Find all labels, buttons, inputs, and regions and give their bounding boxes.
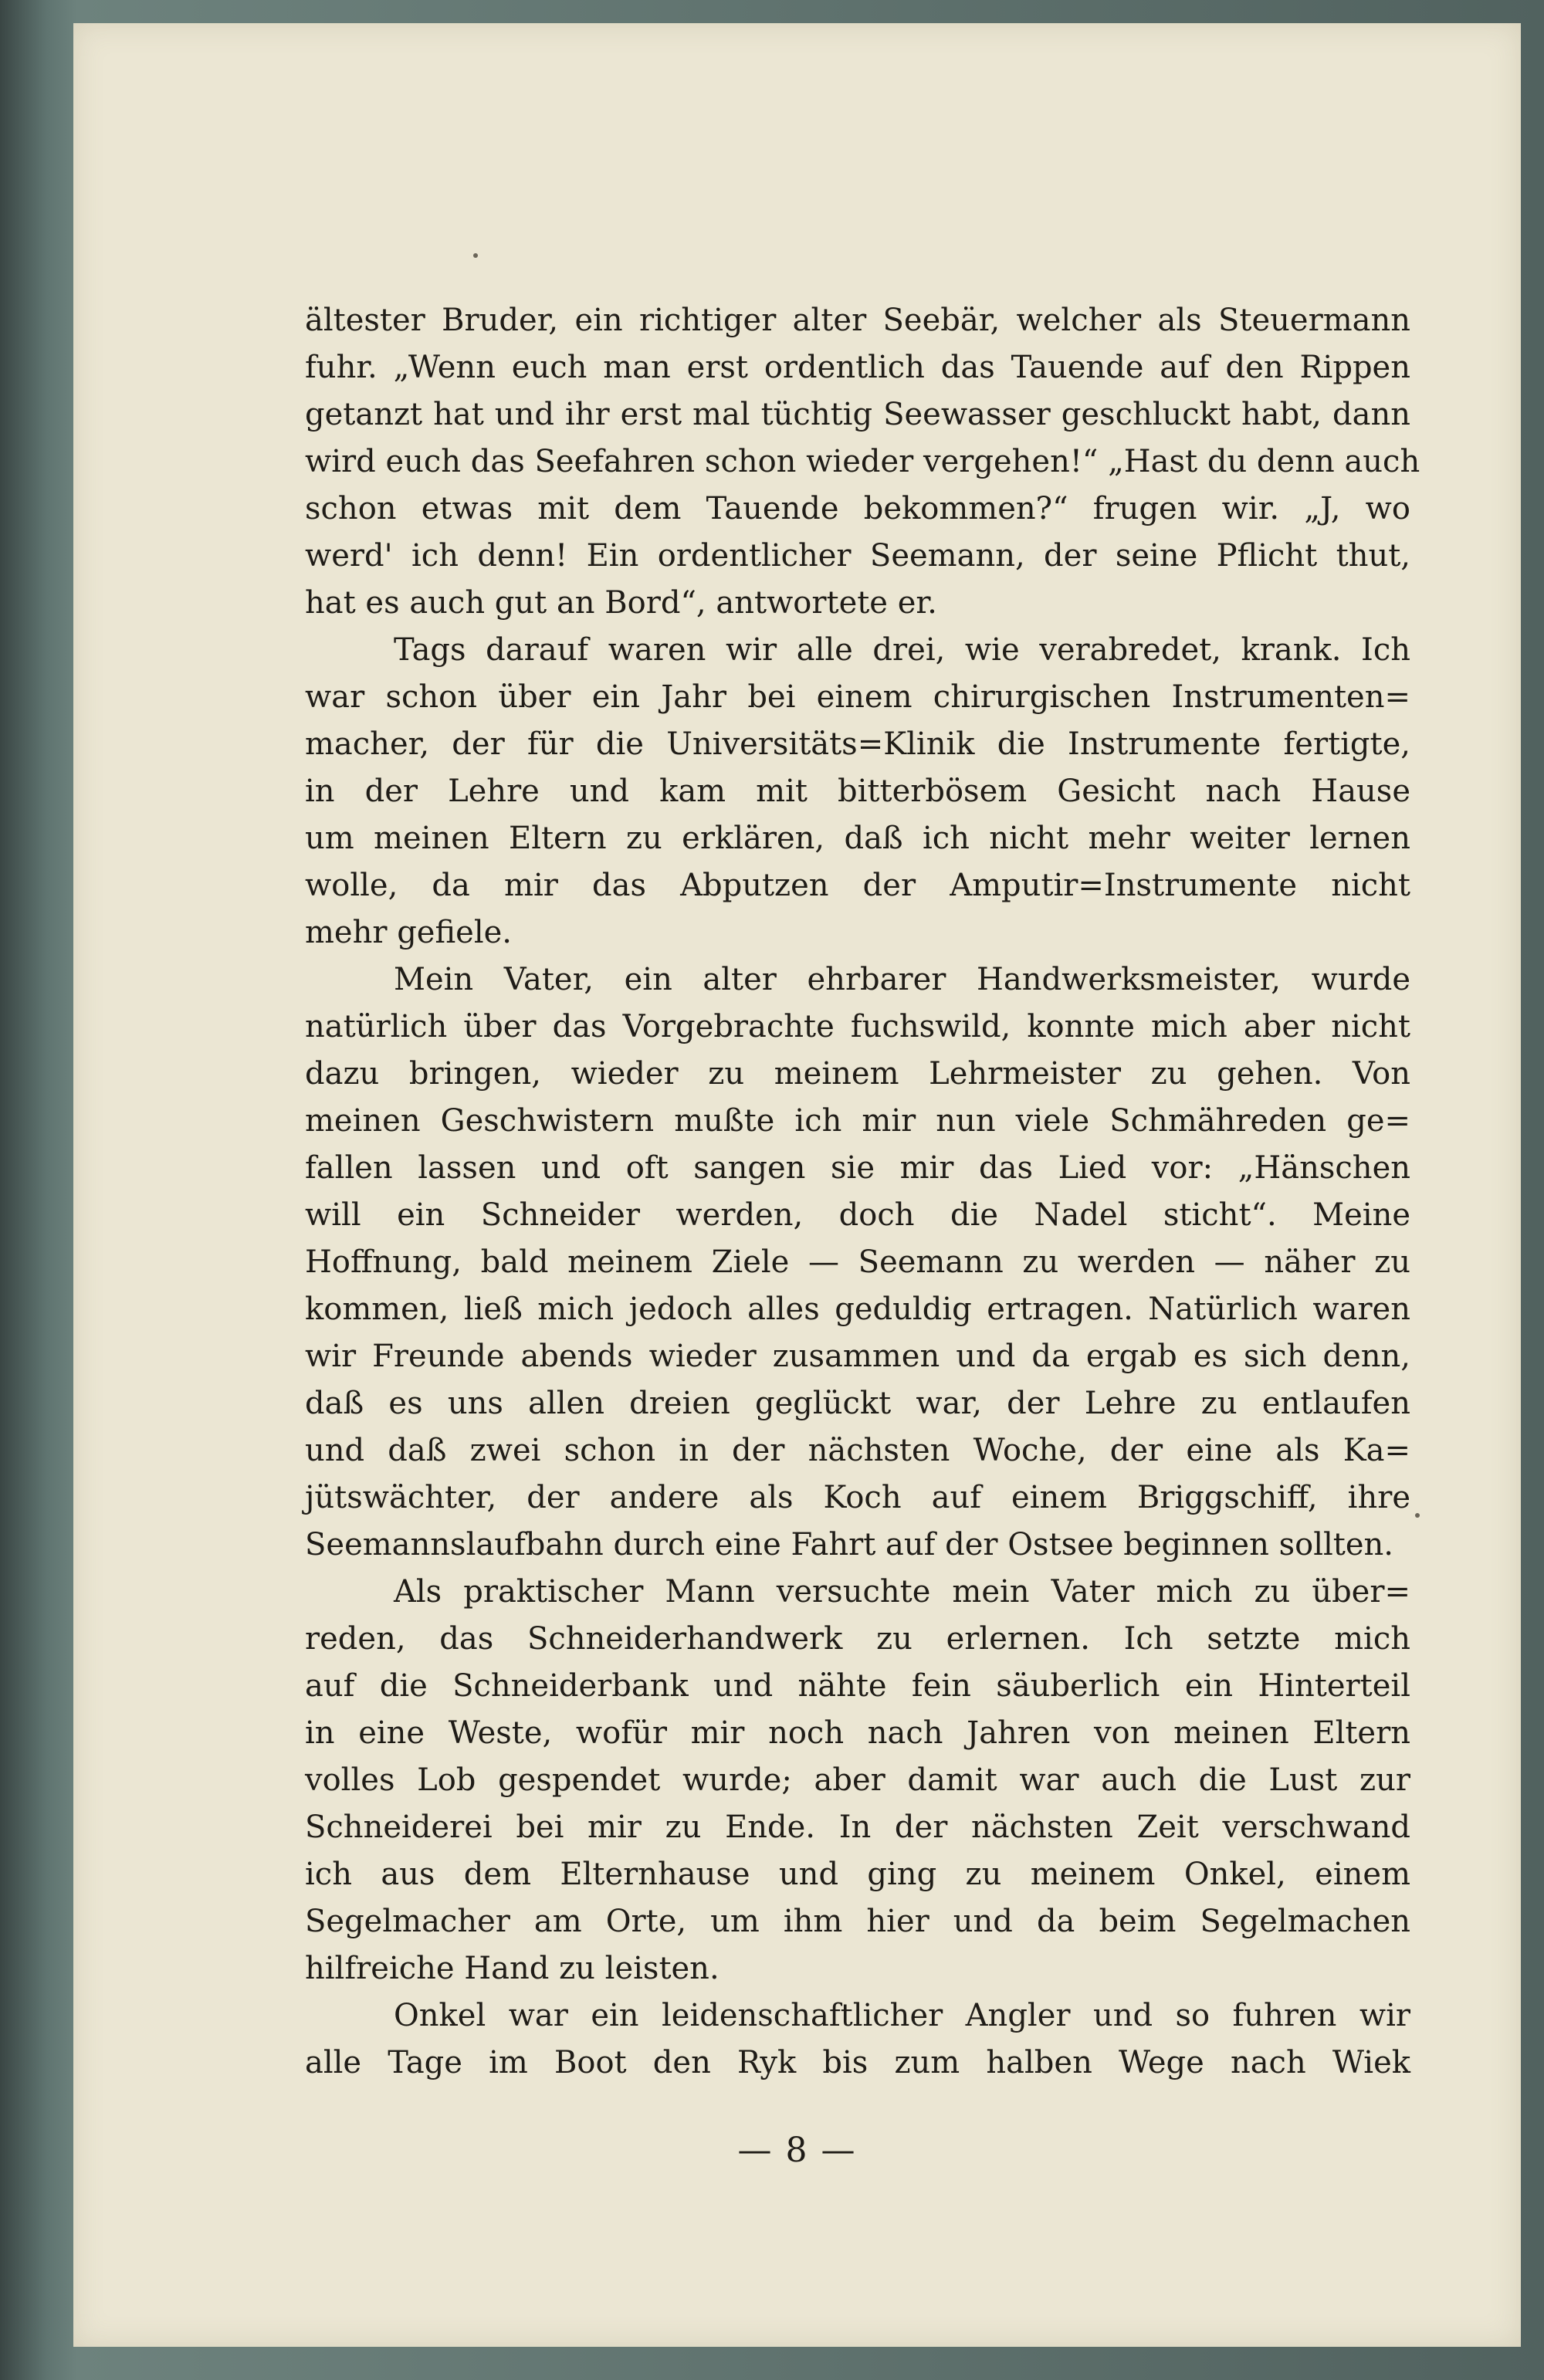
text-line: volles Lob gespendet wurde; aber damit war auch die Lust zur xyxy=(305,1762,1410,1798)
text-line: natürlich über das Vorgebrachte fuchswild, konnte mich aber nicht xyxy=(305,1009,1410,1044)
text-line: ich aus dem Elternhause und ging zu meinem Onkel, einem xyxy=(305,1857,1410,1892)
paragraph xyxy=(305,1992,1410,2087)
text-line: war schon über ein Jahr bei einem chirurgischen Instrumenten= xyxy=(305,679,1410,715)
text-line: alle Tage im Boot den Ryk bis zum halben Wege nach Wiek xyxy=(305,2045,1410,2080)
text-line: mehr gefiele. xyxy=(305,915,513,950)
text-line: in der Lehre und kam mit bitterbösem Gesicht nach Hause xyxy=(305,774,1410,809)
text-line: getanzt hat und ihr erst mal tüchtig Seewasser geschluckt habt, dann xyxy=(305,397,1410,432)
paragraph xyxy=(305,1569,1410,1992)
text-line: auf die Schneiderbank und nähte fein säuberlich ein Hinterteil xyxy=(305,1668,1410,1704)
text-line: wolle, da mir das Abputzen der Amputir=Instrumente nicht xyxy=(305,868,1410,903)
text-line: macher, der für die Universitäts=Klinik die Instrumente fertigte, xyxy=(305,726,1410,762)
page-number: — 8 — xyxy=(737,2131,857,2170)
text-line: Hoffnung, bald meinem Ziele — Seemann zu werden — näher zu xyxy=(305,1244,1410,1280)
text-line: hilfreiche Hand zu leisten. xyxy=(305,1951,720,1986)
text-line: wird euch das Seefahren schon wieder vergehen!“ „Hast du denn auch xyxy=(305,444,1420,479)
text-line: Seemannslaufbahn durch eine Fahrt auf der Ostsee beginnen sollten. xyxy=(305,1527,1393,1562)
text-line: fuhr. „Wenn euch man erst ordentlich das Tauende auf den Rippen xyxy=(305,350,1410,385)
text-line: fallen lassen und oft sangen sie mir das Lied vor: „Hänschen xyxy=(305,1150,1410,1186)
paper-speck xyxy=(473,253,478,258)
paragraph xyxy=(305,956,1410,1569)
text-line: meinen Geschwistern mußte ich mir nun viele Schmähreden ge= xyxy=(305,1103,1410,1139)
text-line: dazu bringen, wieder zu meinem Lehrmeister zu gehen. Von xyxy=(305,1056,1410,1092)
paper-speck xyxy=(1415,1513,1420,1518)
text-line: Segelmacher am Orte, um ihm hier und da beim Segelmachen xyxy=(305,1904,1410,1939)
text-line: werd' ich denn! Ein ordentlicher Seemann, der seine Pflicht thut, xyxy=(305,538,1410,574)
text-line: Tags darauf waren wir alle drei, wie verabredet, krank. Ich xyxy=(394,632,1410,668)
text-line: ältester Bruder, ein richtiger alter Seebär, welcher als Steuermann xyxy=(305,303,1410,338)
text-line: Als praktischer Mann versuchte mein Vater mich zu über= xyxy=(394,1574,1410,1610)
text-line: Onkel war ein leidenschaftlicher Angler und so fuhren wir xyxy=(394,1998,1410,2033)
text-line: will ein Schneider werden, doch die Nadel sticht“. Meine xyxy=(305,1197,1410,1233)
paragraph xyxy=(305,297,1420,627)
text-line: in eine Weste, wofür mir noch nach Jahren von meinen Eltern xyxy=(305,1715,1410,1751)
text-line: schon etwas mit dem Tauende bekommen?“ frugen wir. „J, wo xyxy=(305,491,1410,526)
text-line: Schneiderei bei mir zu Ende. In der nächsten Zeit verschwand xyxy=(305,1810,1410,1845)
text-line: Mein Vater, ein alter ehrbarer Handwerksmeister, wurde xyxy=(394,962,1410,997)
text-line: jütswächter, der andere als Koch auf einem Briggschiff, ihre xyxy=(305,1480,1410,1515)
text-line: daß es uns allen dreien geglückt war, der Lehre zu entlaufen xyxy=(305,1386,1410,1421)
paragraph xyxy=(305,627,1410,956)
text-line: um meinen Eltern zu erklären, daß ich nicht mehr weiter lernen xyxy=(305,821,1410,856)
text-line: hat es auch gut an Bord“, antwortete er. xyxy=(305,585,937,621)
book-page xyxy=(73,23,1521,2347)
text-line: reden, das Schneiderhandwerk zu erlernen. Ich setzte mich xyxy=(305,1621,1410,1657)
body-text xyxy=(305,297,1420,2087)
text-line: kommen, ließ mich jedoch alles geduldig ertragen. Natürlich waren xyxy=(305,1292,1410,1327)
text-line: wir Freunde abends wieder zusammen und da ergab es sich denn, xyxy=(305,1339,1410,1374)
text-line: und daß zwei schon in der nächsten Woche, der eine als Ka= xyxy=(305,1433,1410,1468)
